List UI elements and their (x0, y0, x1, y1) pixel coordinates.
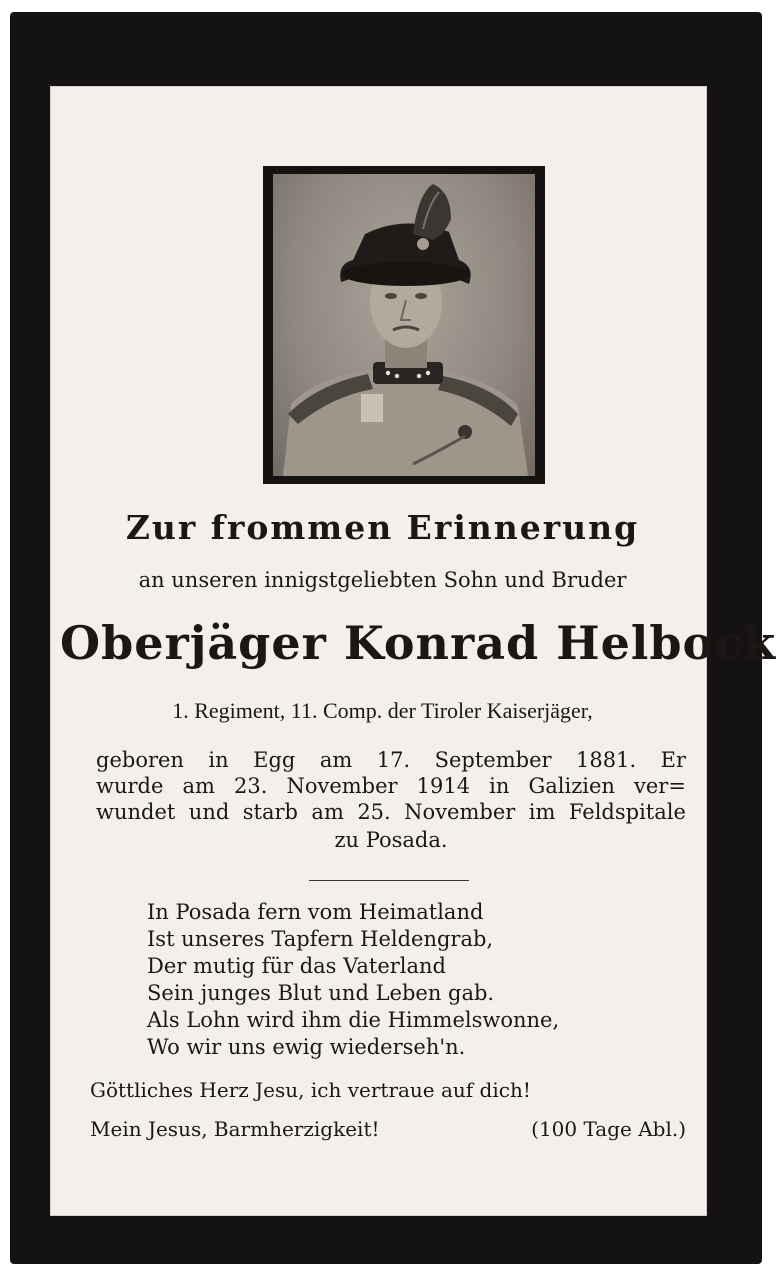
word: Egg (253, 748, 296, 772)
word: 1881. (576, 748, 637, 772)
word: im (528, 800, 556, 824)
word: starb (242, 800, 298, 824)
regiment-line: 1. Regiment, 11. Comp. der Tiroler Kaiserjäger, (172, 698, 593, 723)
word: 25. (357, 800, 391, 824)
poem-line-4: Sein junges Blut und Leben gab. (147, 981, 495, 1005)
prayer-mercy-row (90, 1117, 686, 1141)
heading: Zur frommen Erinnerung (125, 508, 640, 547)
word: ver= (634, 774, 686, 798)
word: Galizien (528, 774, 615, 798)
divider-line (309, 880, 469, 881)
word: Er (660, 748, 686, 772)
poem-line-6: Wo wir uns ewig wiederseh'n. (147, 1035, 466, 1059)
poem-line-3: Der mutig für das Vaterland (147, 954, 446, 978)
word: wurde (96, 774, 164, 798)
word: 23. (233, 774, 268, 798)
poem-line-5: Als Lohn wird ihm die Himmelswonne, (147, 1008, 560, 1032)
prayer-sacred-heart: Göttliches Herz Jesu, ich vertraue auf dich! (90, 1078, 531, 1102)
biography-line-1 (96, 748, 686, 772)
poem-line-1: In Posada fern vom Heimatland (147, 900, 484, 924)
soldier-portrait (273, 174, 535, 476)
word: November (286, 774, 398, 798)
word: in (208, 748, 229, 772)
word: und (188, 800, 230, 824)
word: am (182, 774, 215, 798)
word: November (404, 800, 516, 824)
poem-line-2: Ist unseres Tapfern Heldengrab, (147, 927, 494, 951)
biography-line-2 (96, 774, 686, 798)
word: in (489, 774, 510, 798)
word: geboren (96, 748, 184, 772)
word: 17. (376, 748, 411, 772)
word: Feldspitale (568, 800, 686, 824)
word: am (319, 748, 353, 772)
word: September (434, 748, 552, 772)
word: am (311, 800, 344, 824)
biography-line-3 (96, 800, 686, 824)
dedication: an unseren innigstgeliebten Sohn und Bruder (138, 568, 627, 592)
word: 1914 (416, 774, 471, 798)
prayer-mercy: Mein Jesus, Barmherzigkeit! (90, 1117, 380, 1141)
word: wundet (96, 800, 176, 824)
biography-line-4: zu Posada. (334, 828, 448, 852)
indulgence-note: (100 Tage Abl.) (531, 1117, 686, 1141)
deceased-name: Oberjäger Konrad Helbock (60, 616, 777, 670)
